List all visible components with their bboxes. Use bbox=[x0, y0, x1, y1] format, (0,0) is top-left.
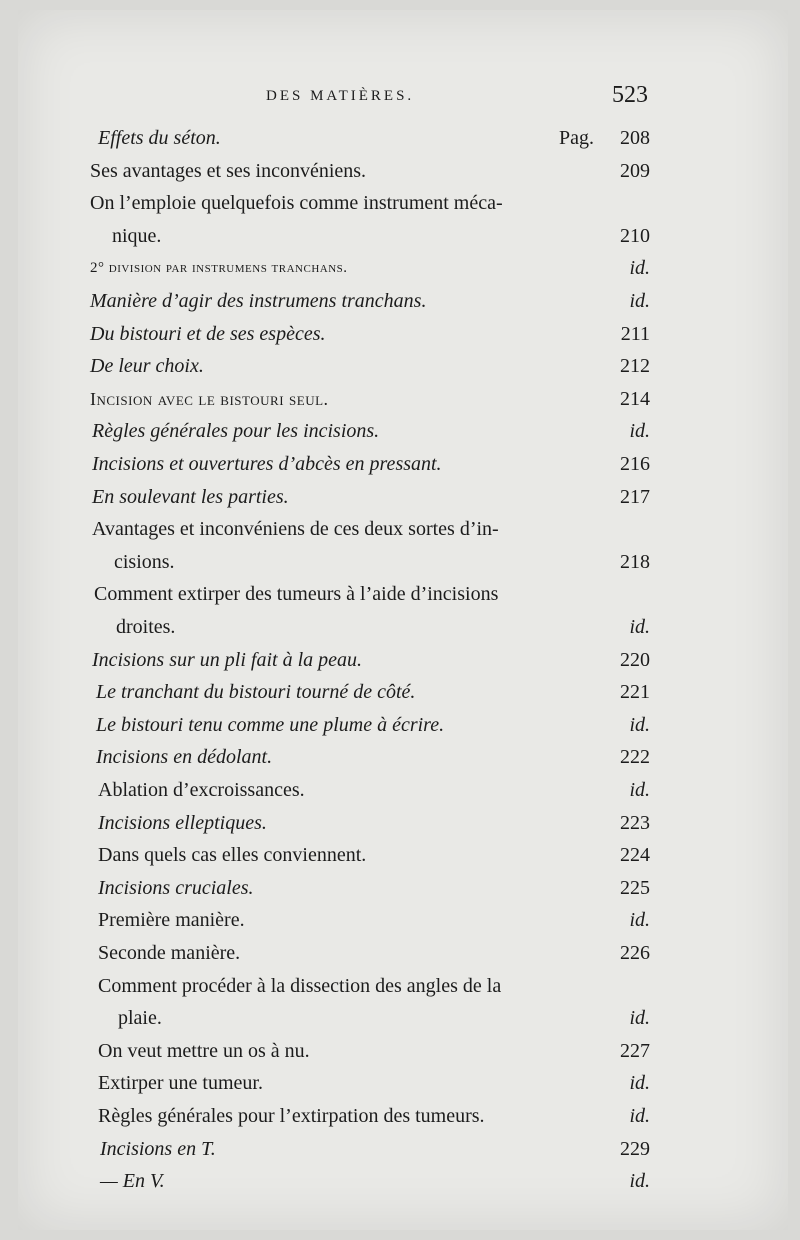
toc-entry bbox=[18, 481, 650, 513]
toc-entry-text: Incisions elleptiques. bbox=[98, 812, 267, 834]
toc-entry bbox=[18, 383, 650, 415]
toc-entry bbox=[18, 904, 650, 936]
toc-entry-text: Effets du séton. bbox=[98, 127, 221, 149]
toc-entry-text: On l’emploie quelquefois comme instrument méca- bbox=[90, 192, 503, 214]
toc-page-number: 209 bbox=[620, 160, 650, 182]
toc-entry bbox=[18, 741, 650, 773]
book-page bbox=[18, 10, 788, 1230]
toc-entry-text: Ses avantages et ses inconvéniens. bbox=[90, 160, 367, 182]
toc-entry bbox=[18, 709, 650, 741]
toc-entry bbox=[18, 122, 650, 154]
toc-entry bbox=[18, 318, 650, 350]
toc-page-number: 227 bbox=[620, 1040, 650, 1062]
toc-page-number: id. bbox=[629, 1072, 650, 1094]
toc-page-number: id. bbox=[629, 909, 650, 931]
toc-page-number: id. bbox=[629, 616, 650, 638]
toc-entry bbox=[18, 155, 650, 187]
toc-page-number: 225 bbox=[620, 877, 650, 899]
toc-entry bbox=[18, 611, 650, 643]
toc-entry-text: Incision avec le bistouri seul. bbox=[90, 389, 329, 409]
toc-page-number: 222 bbox=[620, 746, 650, 768]
toc-entry bbox=[18, 415, 650, 447]
toc-entry-text: Extirper une tumeur. bbox=[98, 1072, 263, 1094]
toc-page-number: 216 bbox=[620, 453, 650, 475]
toc-entry bbox=[18, 839, 650, 871]
toc-entry-text: Du bistouri et de ses espèces. bbox=[90, 323, 326, 345]
toc-entry-text: plaie. bbox=[118, 1007, 162, 1029]
toc-entry bbox=[18, 448, 650, 480]
toc-entry-text: Comment extirper des tumeurs à l’aide d’incisions bbox=[94, 583, 499, 605]
toc-page-number: id. bbox=[629, 257, 650, 279]
toc-entry-text: nique. bbox=[112, 225, 162, 247]
toc-page-number: 223 bbox=[620, 812, 650, 834]
toc-entry bbox=[18, 1100, 650, 1132]
toc-page-number: 210 bbox=[620, 225, 650, 247]
toc-page-number: id. bbox=[629, 1007, 650, 1029]
toc-entry-text: Avantages et inconvéniens de ces deux sortes d’in- bbox=[92, 518, 499, 540]
toc-entry-text: Règles générales pour les incisions. bbox=[92, 420, 380, 442]
toc-entry-text: Incisions sur un pli fait à la peau. bbox=[92, 649, 362, 671]
toc-entry bbox=[18, 285, 650, 317]
toc-entry bbox=[18, 970, 650, 1002]
toc-entry-text: droites. bbox=[116, 616, 176, 638]
toc-entry-text: Le bistouri tenu comme une plume à écrire. bbox=[96, 714, 445, 736]
page-number: 523 bbox=[612, 82, 648, 108]
toc-entry bbox=[18, 187, 650, 219]
toc-page-number: 208 bbox=[620, 127, 650, 149]
toc-entry bbox=[18, 644, 650, 676]
toc-page-number: id. bbox=[629, 714, 650, 736]
page-header bbox=[18, 82, 788, 118]
toc-page-number: 229 bbox=[620, 1138, 650, 1160]
toc-entry bbox=[18, 1035, 650, 1067]
toc-entry-text: Comment procéder à la dissection des angles de la bbox=[98, 975, 502, 997]
toc-page-number: id. bbox=[629, 1105, 650, 1127]
toc-entry bbox=[18, 937, 650, 969]
toc-entry bbox=[18, 807, 650, 839]
toc-entry-text: — En V. bbox=[100, 1170, 165, 1192]
toc-page-number: 221 bbox=[620, 681, 650, 703]
toc-entry-text: Incisions et ouvertures d’abcès en pressant. bbox=[92, 453, 442, 475]
toc-entry bbox=[18, 872, 650, 904]
toc-page-number: id. bbox=[629, 779, 650, 801]
toc-entry-text: Manière d’agir des instrumens tranchans. bbox=[90, 290, 427, 312]
toc-entry-text: On veut mettre un os à nu. bbox=[98, 1040, 310, 1062]
toc-entry-text: Incisions en dédolant. bbox=[96, 746, 273, 768]
toc-entry bbox=[18, 1165, 650, 1197]
toc-entry-text: Première manière. bbox=[98, 909, 245, 931]
toc-entry-text: 2° division par instrumens tranchans. bbox=[90, 260, 348, 276]
toc-entry-text: En soulevant les parties. bbox=[92, 486, 289, 508]
toc-entry-text: Seconde manière. bbox=[98, 942, 241, 964]
toc-entry bbox=[18, 676, 650, 708]
toc-entry bbox=[18, 252, 650, 284]
toc-page-number: 214 bbox=[620, 388, 650, 410]
toc-page-number: id. bbox=[629, 290, 650, 312]
toc-page-label: Pag. bbox=[559, 127, 594, 149]
toc-page-number: 212 bbox=[620, 355, 650, 377]
toc-page-number: id. bbox=[629, 420, 650, 442]
toc-entry bbox=[18, 1133, 650, 1165]
toc-entry-text: De leur choix. bbox=[90, 355, 204, 377]
toc-entry bbox=[18, 220, 650, 252]
toc-entry-text: Incisions en T. bbox=[100, 1138, 216, 1160]
toc-entry bbox=[18, 1002, 650, 1034]
toc-entry-text: cisions. bbox=[114, 551, 175, 573]
toc-entry bbox=[18, 1067, 650, 1099]
toc-entry-text: Dans quels cas elles conviennent. bbox=[98, 844, 367, 866]
running-title: DES MATIÈRES. bbox=[266, 88, 415, 104]
toc-page-number: 226 bbox=[620, 942, 650, 964]
toc-entry bbox=[18, 546, 650, 578]
toc-entry-text: Le tranchant du bistouri tourné de côté. bbox=[96, 681, 416, 703]
toc-page-number: 217 bbox=[620, 486, 650, 508]
toc-entry bbox=[18, 513, 650, 545]
toc-entry-text: Règles générales pour l’extirpation des tumeurs. bbox=[98, 1105, 485, 1127]
toc-entry bbox=[18, 774, 650, 806]
toc-entry bbox=[18, 578, 650, 610]
toc-page-number: 220 bbox=[620, 649, 650, 671]
toc-page-number: 224 bbox=[620, 844, 650, 866]
toc-page-number: 218 bbox=[620, 551, 650, 573]
toc-entry-text: Incisions cruciales. bbox=[98, 877, 254, 899]
toc-page-number: id. bbox=[629, 1170, 650, 1192]
toc-entry-text: Ablation d’excroissances. bbox=[98, 779, 305, 801]
toc-entry bbox=[18, 350, 650, 382]
toc-page-number: 211 bbox=[620, 323, 650, 345]
